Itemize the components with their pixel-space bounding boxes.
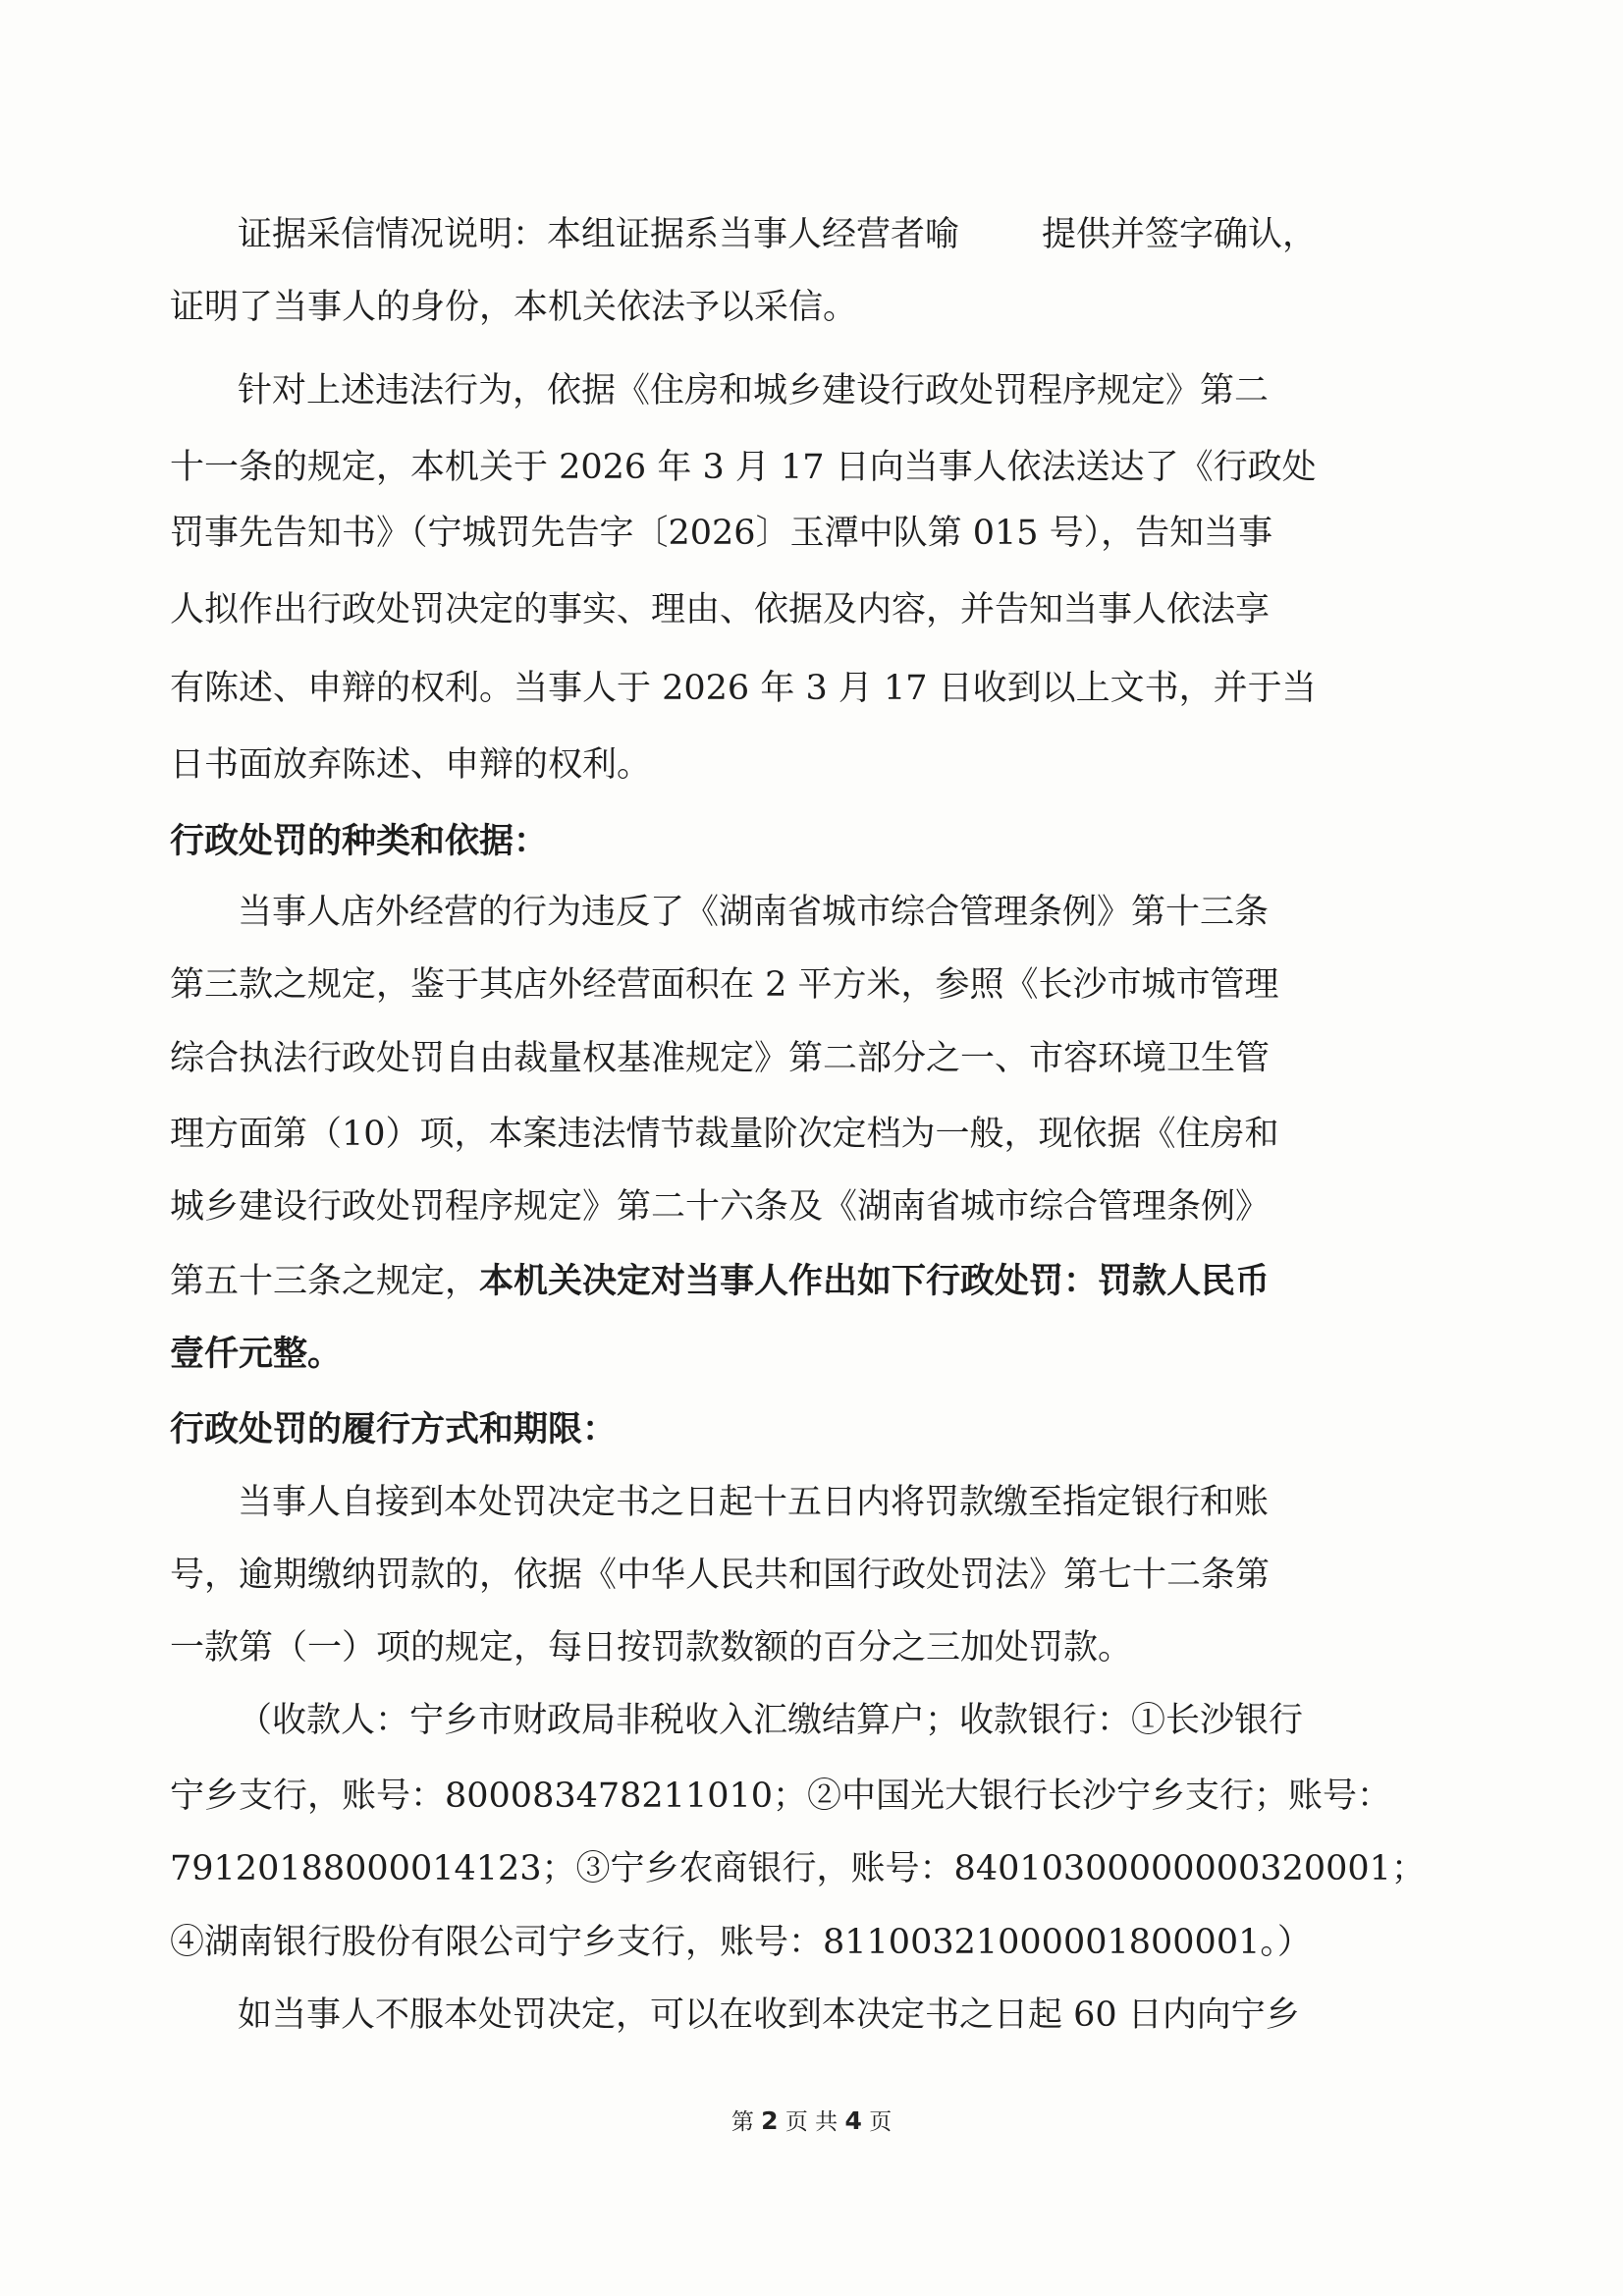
paragraph-line (170, 1261, 1271, 1301)
paragraph-line: 第三款之规定，鉴于其店外经营面积在 2 平方米，参照《长沙市城市管理 (170, 965, 1279, 1005)
footer-suffix: 页 (869, 2109, 893, 2135)
paragraph-line: 有陈述、申辩的权利。当事人于 2026 年 3 月 17 日收到以上文书，并于当 (170, 669, 1317, 708)
section-heading: 行政处罚的履行方式和期限： (170, 1409, 618, 1449)
paragraph-line: （收款人：宁乡市财政局非税收入汇缴结算户；收款银行：①长沙银行 (238, 1701, 1304, 1740)
line-text: 证据采信情况说明：本组证据系当事人经营者喻 (238, 215, 960, 254)
paragraph-line: 针对上述违法行为，依据《住房和城乡建设行政处罚程序规定》第二 (238, 371, 1270, 410)
footer-prefix: 第 (730, 2109, 754, 2135)
line-text: 第五十三条之规定， (170, 1262, 480, 1301)
paragraph-line: 一款第（一）项的规定，每日按罚款数额的百分之三加处罚款。 (170, 1628, 1133, 1667)
redaction-block (959, 222, 1042, 251)
paragraph-line: ④湖南银行股份有限公司宁乡支行，账号：81100321000001800001。） (170, 1923, 1312, 1962)
section-heading: 行政处罚的种类和依据： (170, 821, 549, 861)
paragraph-line: 如当事人不服本处罚决定，可以在收到本决定书之日起 60 日内向宁乡 (238, 1995, 1300, 2035)
paragraph-line: 日书面放弃陈述、申辩的权利。 (170, 745, 652, 785)
paragraph-line (238, 215, 1318, 254)
line-text-suffix: 提供并签字确认， (1042, 215, 1318, 254)
paragraph-line: 理方面第（10）项，本案违法情节裁量阶次定档为一般，现依据《住房和 (170, 1115, 1279, 1154)
penalty-decision-text: 本机关决定对当事人作出如下行政处罚：罚款人民币 (479, 1261, 1271, 1301)
paragraph-line: 综合执法行政处罚自由裁量权基准规定》第二部分之一、市容环境卫生管 (170, 1039, 1271, 1078)
paragraph-line: 人拟作出行政处罚决定的事实、理由、依据及内容，并告知当事人依法享 (170, 590, 1271, 629)
paragraph-line: 当事人店外经营的行为违反了《湖南省城市综合管理条例》第十三条 (238, 893, 1270, 932)
paragraph-line: 宁乡支行，账号：800083478211010；②中国光大银行长沙宁乡支行；账号： (170, 1777, 1392, 1816)
paragraph-line: 证明了当事人的身份，本机关依法予以采信。 (170, 288, 858, 327)
paragraph-line: 号，逾期缴纳罚款的，依据《中华人民共和国行政处罚法》第七十二条第 (170, 1556, 1271, 1595)
paragraph-line: 罚事先告知书》（宁城罚先告字〔2026〕玉潭中队第 015 号），告知当事 (170, 514, 1273, 553)
penalty-amount: 壹仟元整。 (170, 1334, 343, 1374)
total-page-number: 4 (844, 2106, 862, 2135)
paragraph-line: 城乡建设行政处罚程序规定》第二十六条及《湖南省城市综合管理条例》 (170, 1187, 1271, 1227)
paragraph-line: 当事人自接到本处罚决定书之日起十五日内将罚款缴至指定银行和账 (238, 1483, 1270, 1522)
current-page-number: 2 (761, 2106, 779, 2135)
paragraph-line: 十一条的规定，本机关于 2026 年 3 月 17 日向当事人依法送达了《行政处 (170, 448, 1317, 487)
page-footer (0, 2104, 1623, 2136)
footer-middle: 页 共 (784, 2109, 839, 2135)
paragraph-line: 79120188000014123；③宁乡农商银行，账号：84010300000000320001； (170, 1849, 1426, 1888)
